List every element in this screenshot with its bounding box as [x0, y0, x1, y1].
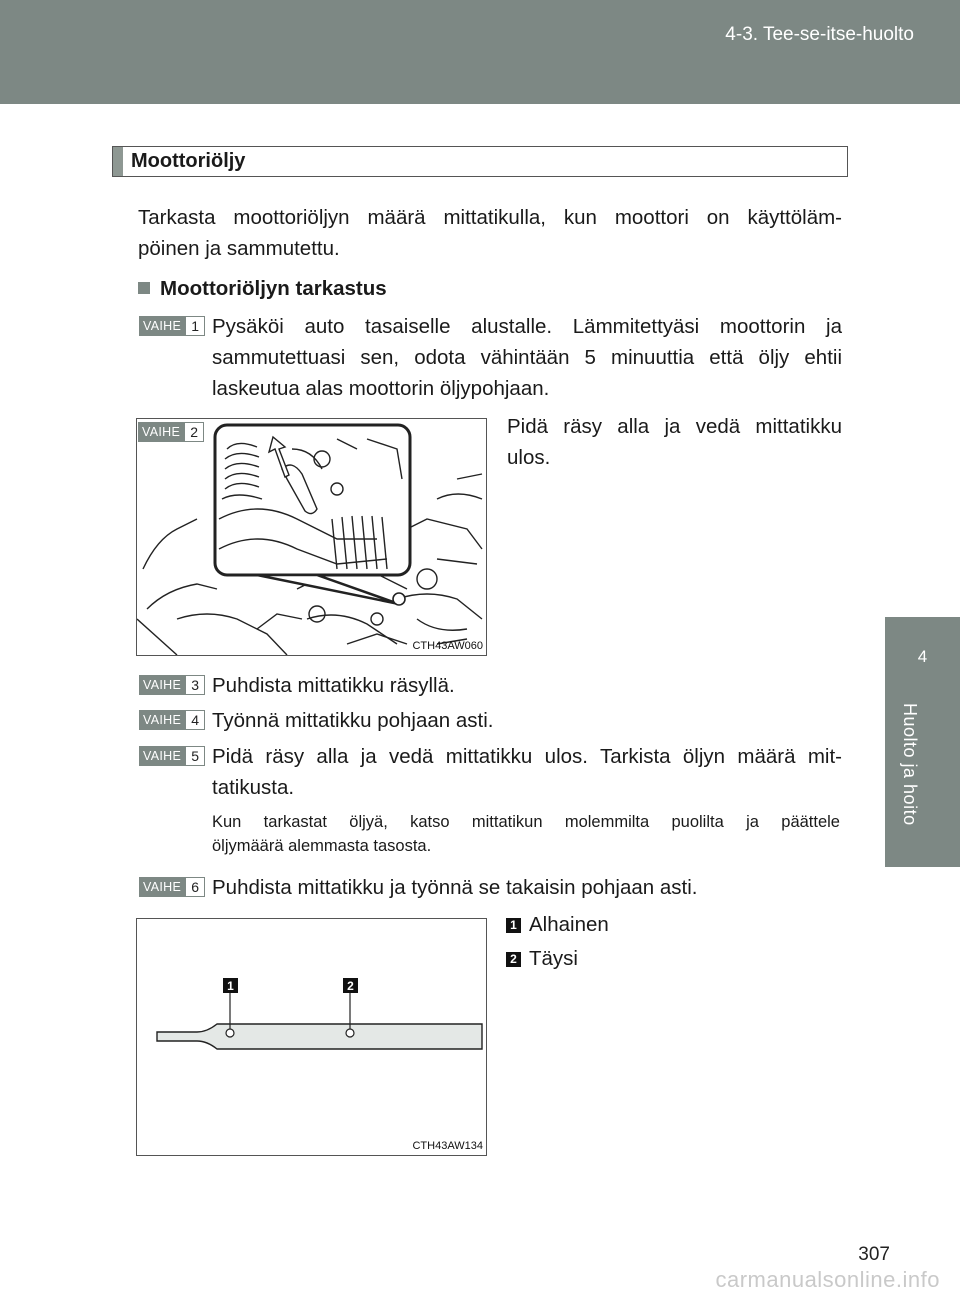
marker-1-label: 1 — [227, 979, 234, 993]
watermark: carmanualsonline.info — [715, 1267, 940, 1292]
dipstick-illustration — [137, 919, 486, 1155]
dipstick-figure — [136, 918, 487, 1156]
step-4-tag — [139, 710, 205, 730]
section-title: Moottoriöljy — [131, 150, 246, 172]
side-tab — [885, 617, 960, 867]
step-2-line-1: Pidä räsy alla ja vedä mittatikku — [507, 415, 842, 438]
section-heading-bar — [113, 147, 123, 176]
step-number: 4 — [185, 710, 205, 730]
step-1-tag — [139, 316, 205, 336]
step-tag-label: VAIHE — [139, 675, 185, 695]
step-tag-label: VAIHE — [139, 710, 185, 730]
legend-label: Alhainen — [529, 913, 609, 936]
step-1-line-2: sammutettuasi sen, odota vähintään 5 minuuttia että öljy ehtii — [212, 346, 842, 369]
dipstick-figure-code: CTH43AW134 — [412, 1140, 483, 1152]
step-2-line-2: ulos. — [507, 446, 551, 469]
legend-item-full — [506, 947, 578, 971]
step-number: 2 — [184, 422, 204, 442]
step-tag-label: VAIHE — [139, 316, 185, 336]
step-5-note-line-2: öljymäärä alemmasta tasosta. — [212, 837, 432, 855]
subsection-title: Moottoriöljyn tarkastus — [160, 277, 387, 300]
page-number: 307 — [858, 1244, 890, 1265]
step-5-tag — [139, 746, 205, 766]
step-tag-label: VAIHE — [138, 422, 184, 442]
section-heading — [112, 146, 848, 177]
step-5-line-2: tatikusta. — [212, 776, 295, 799]
chapter-title: 4-3. Tee-se-itse-huolto — [725, 24, 914, 45]
intro-line-2: pöinen ja sammutettu. — [138, 237, 340, 260]
step-number: 5 — [185, 746, 205, 766]
step-3-tag — [139, 675, 205, 695]
step-6-tag — [139, 877, 205, 897]
step-5-text — [212, 741, 842, 803]
step-5-note — [212, 810, 840, 858]
legend-item-low — [506, 913, 609, 937]
step-number: 6 — [185, 877, 205, 897]
step-1-line-3: laskeutua alas moottorin öljypohjaan. — [212, 377, 550, 400]
step-4-text: Työnnä mittatikku pohjaan asti. — [212, 709, 494, 732]
step-tag-label: VAIHE — [139, 746, 185, 766]
side-tab-number: 4 — [917, 647, 928, 666]
step-number: 1 — [185, 316, 205, 336]
step-tag-label: VAIHE — [139, 877, 185, 897]
engine-figure-code: CTH43AW060 — [412, 640, 483, 652]
step-number: 3 — [185, 675, 205, 695]
engine-illustration — [137, 419, 486, 655]
step-2-tag — [138, 422, 204, 442]
intro-line-1: Tarkasta moottoriöljyn määrä mittatikulla, kun moottori on käyttöläm- — [138, 206, 842, 229]
step-3-text: Puhdista mittatikku räsyllä. — [212, 674, 455, 697]
marker-2-label: 2 — [347, 979, 354, 993]
legend-label: Täysi — [529, 947, 578, 970]
square-bullet-icon — [138, 282, 150, 294]
step-1-line-1: Pysäköi auto tasaiselle alustalle. Lämmitettyäsi moottorin ja — [212, 315, 842, 338]
intro-paragraph — [138, 202, 842, 264]
subsection-heading — [138, 277, 387, 301]
legend-badge: 2 — [506, 952, 521, 967]
step-1-text — [212, 311, 842, 404]
legend-badge: 1 — [506, 918, 521, 933]
step-5-line-1: Pidä räsy alla ja vedä mittatikku ulos. Tarkista öljyn määrä mit- — [212, 745, 842, 768]
header-band — [0, 0, 960, 104]
engine-figure — [136, 418, 487, 656]
step-2-text — [507, 411, 842, 473]
step-6-text: Puhdista mittatikku ja työnnä se takaisin pohjaan asti. — [212, 876, 698, 899]
step-5-note-line-1: Kun tarkastat öljyä, katso mittatikun molemmilta puolilta ja päättele — [212, 813, 840, 831]
side-tab-label: Huolto ja hoito — [900, 703, 920, 826]
